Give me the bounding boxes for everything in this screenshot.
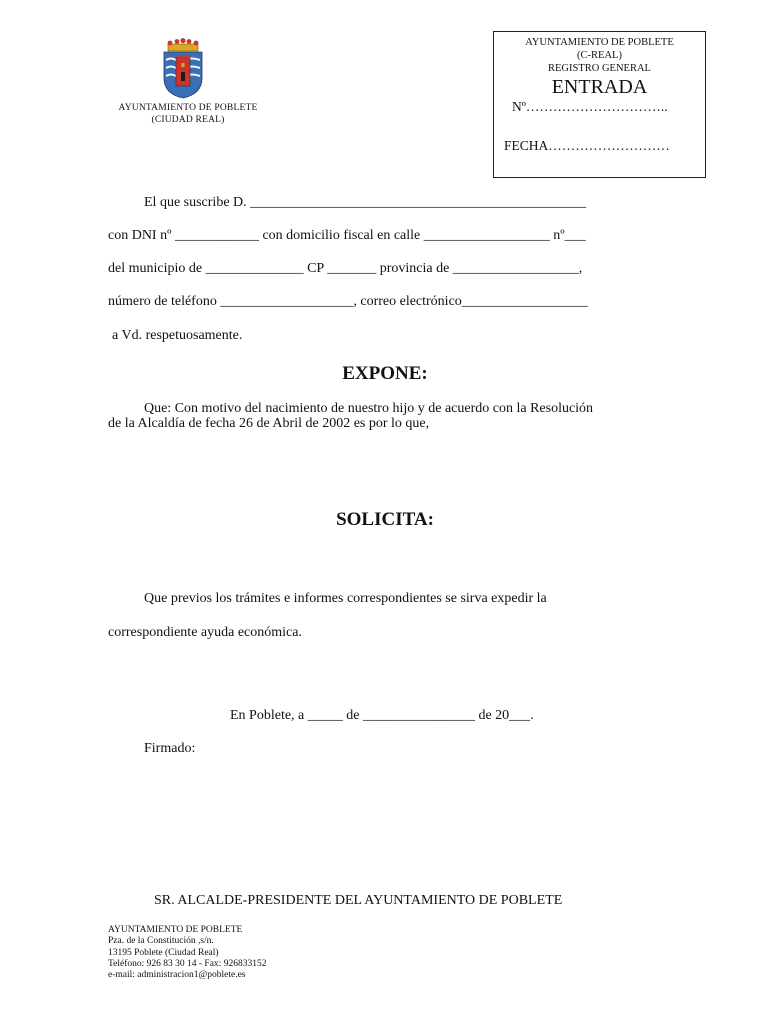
form-line-respetuosamente: a Vd. respetuosamente.	[112, 328, 243, 343]
registry-region: (C-REAL)	[577, 50, 622, 61]
footer-org-name: AYUNTAMIENTO DE POBLETE	[108, 925, 243, 935]
form-line-dni-domicilio[interactable]: con DNI nº ____________ con domicilio fiscal en calle __________________ nº___	[108, 228, 586, 243]
solicita-paragraph-line1: Que previos los trámites e informes correspondientes se sirva expedir la	[144, 591, 547, 606]
signature-label: Firmado:	[144, 741, 196, 756]
expone-paragraph-line2: de la Alcaldía de fecha 26 de Abril de 2002 es por lo que,	[108, 416, 430, 431]
footer-email: e-mail: administracion1@poblete.es	[108, 970, 246, 980]
header-org-name: AYUNTAMIENTO DE POBLETE	[118, 103, 258, 113]
footer-phone-fax: Teléfono: 926 83 30 14 - Fax: 926833152	[108, 959, 267, 969]
addressee-line: SR. ALCALDE-PRESIDENTE DEL AYUNTAMIENTO DE POBLETE	[154, 893, 563, 908]
registry-number-field[interactable]: Nº…………………………..	[512, 99, 668, 114]
registry-date-field[interactable]: FECHA………………………	[504, 138, 670, 153]
form-line-telefono-correo[interactable]: número de teléfono ___________________, correo electrónico__________________	[108, 294, 588, 309]
footer-postal: 13195 Poblete (Ciudad Real)	[108, 948, 219, 958]
expone-paragraph-line1: Que: Con motivo del nacimiento de nuestro hijo y de acuerdo con la Resolución	[144, 401, 594, 416]
solicita-paragraph-line2: correspondiente ayuda económica.	[108, 625, 302, 640]
place-date-line[interactable]: En Poblete, a _____ de ________________ de 20___.	[230, 708, 534, 723]
coat-of-arms-icon	[160, 38, 206, 100]
footer-address: Pza. de la Constitución ,s/n.	[108, 936, 214, 946]
header-org-location: (CIUDAD REAL)	[151, 115, 225, 125]
expone-heading: EXPONE:	[342, 363, 428, 384]
registry-entrada-title: ENTRADA	[551, 76, 648, 98]
form-line-suscribe[interactable]: El que suscribe D. ________________________________________________	[144, 195, 587, 210]
registry-stamp-box	[493, 31, 706, 178]
registry-general-label: REGISTRO GENERAL	[548, 63, 651, 74]
registry-org-name: AYUNTAMIENTO DE POBLETE	[525, 37, 674, 48]
form-line-municipio[interactable]: del municipio de ______________ CP _______ provincia de __________________,	[108, 261, 583, 276]
solicita-heading: SOLICITA:	[336, 509, 434, 530]
